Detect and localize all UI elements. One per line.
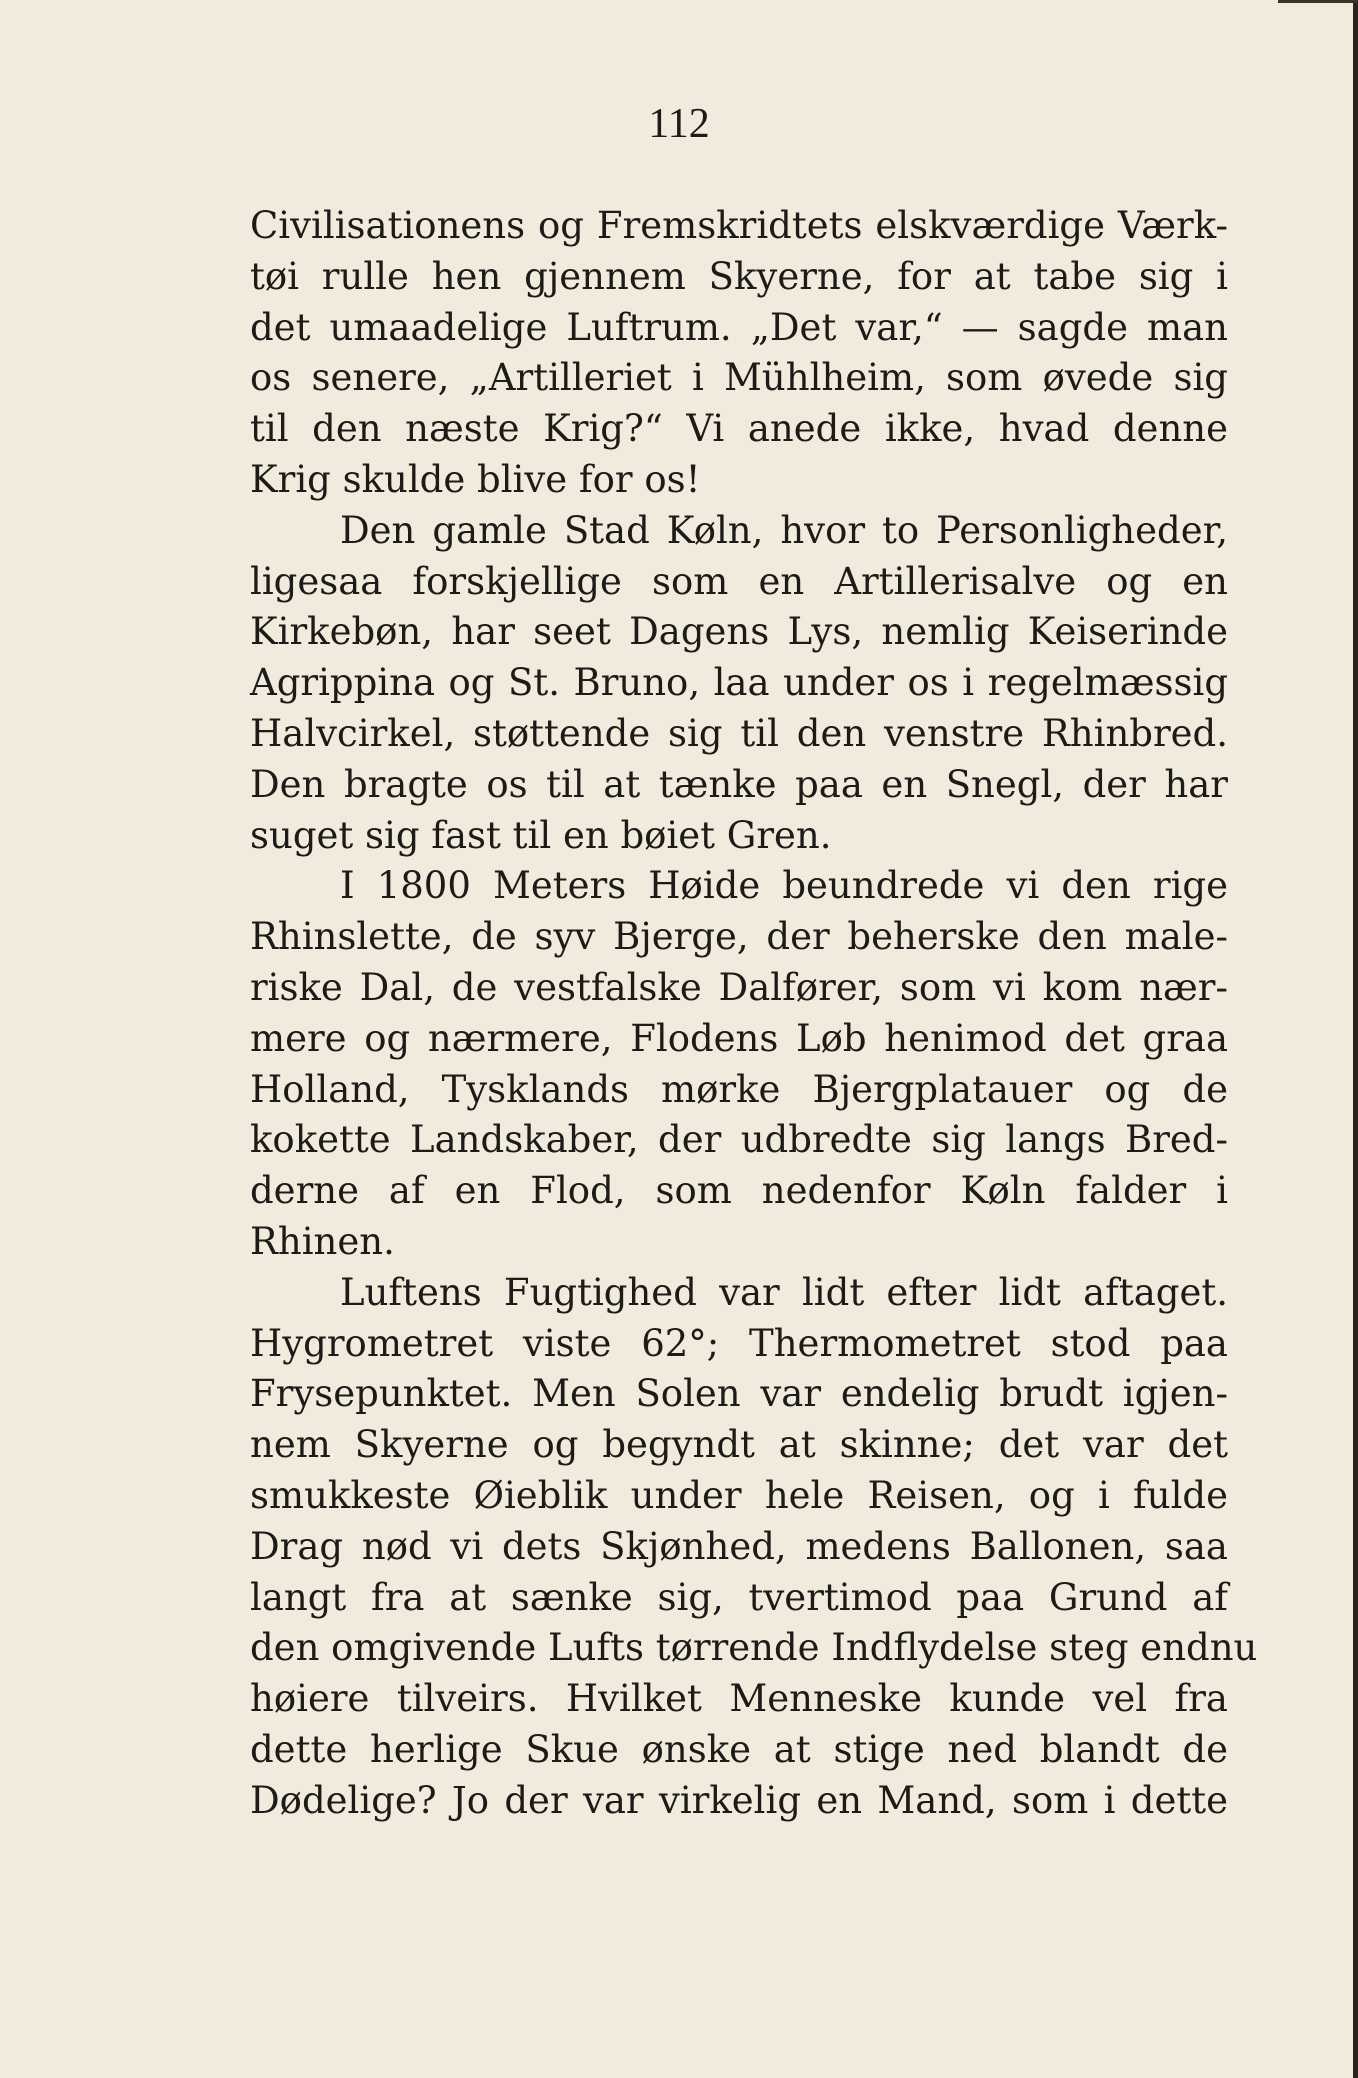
text-line: riske Dal, de vestfalske Dalfører, som vi kom nær-: [250, 965, 1228, 1009]
text-line: kokette Landskaber, der udbredte sig langs Bred-: [250, 1118, 1228, 1162]
text-line: smukkeste Øieblik under hele Reisen, og i fulde: [250, 1473, 1228, 1517]
text-line: os senere, „Artilleriet i Mühlheim, som øvede sig: [250, 356, 1228, 400]
page-number: 112: [648, 101, 710, 147]
text-line: Den bragte os til at tænke paa en Snegl, der har: [250, 762, 1228, 806]
text-line: dette herlige Skue ønske at stige ned blandt de: [250, 1727, 1228, 1771]
text-line: Dødelige? Jo der var virkelig en Mand, som i dette: [250, 1778, 1228, 1822]
text-line: Den gamle Stad Køln, hvor to Personligheder,: [340, 508, 1228, 552]
text-line: Luftens Fugtighed var lidt efter lidt aftaget.: [340, 1270, 1228, 1314]
text-line: mere og nærmere, Flodens Løb henimod det graa: [250, 1016, 1228, 1060]
text-line: høiere tilveirs. Hvilket Menneske kunde vel fra: [250, 1677, 1228, 1721]
text-line: ligesaa forskjellige som en Artillerisalve og en: [250, 559, 1228, 603]
page-edge-shadow: [1353, 0, 1358, 2078]
text-line: I 1800 Meters Høide beundrede vi den rige: [340, 864, 1228, 908]
text-line: suget sig fast til en bøiet Gren.: [250, 813, 832, 857]
text-line: nem Skyerne og begyndt at skinne; det var det: [250, 1423, 1228, 1467]
text-line: det umaadelige Luftrum. „Det var,“ — sagde man: [250, 305, 1228, 349]
text-line: Hygrometret viste 62°; Thermometret stod paa: [250, 1321, 1228, 1365]
text-line: Rhinslette, de syv Bjerge, der beherske den male-: [250, 915, 1228, 959]
body-text: [250, 201, 1258, 1827]
text-line: til den næste Krig?“ Vi anede ikke, hvad denne: [250, 407, 1228, 451]
text-line: Drag nød vi dets Skjønhed, medens Ballonen, saa: [250, 1524, 1228, 1568]
text-line: langt fra at sænke sig, tvertimod paa Grund af: [250, 1575, 1228, 1619]
text-line: Kirkebøn, har seet Dagens Lys, nemlig Keiserinde: [250, 610, 1228, 654]
text-line: Krig skulde blive for os!: [250, 457, 701, 501]
text-line: tøi rulle hen gjennem Skyerne, for at tabe sig i: [250, 254, 1228, 298]
text-line: Holland, Tysklands mørke Bjergplatauer og de: [250, 1067, 1228, 1111]
text-line: derne af en Flod, som nedenfor Køln falder i: [250, 1169, 1228, 1213]
text-line: den omgivende Lufts tørrende Indflydelse steg endnu: [250, 1626, 1258, 1670]
text-line: Civilisationens og Fremskridtets elskværdige Værk-: [250, 204, 1228, 247]
text-line: Agrippina og St. Bruno, laa under os i regelmæssig: [250, 661, 1228, 705]
text-line: Frysepunktet. Men Solen var endelig brudt igjen-: [250, 1372, 1228, 1416]
page-edge-top: [1278, 0, 1358, 3]
text-line: Halvcirkel, støttende sig til den venstre Rhinbred.: [250, 711, 1228, 755]
text-line: Rhinen.: [250, 1219, 395, 1263]
